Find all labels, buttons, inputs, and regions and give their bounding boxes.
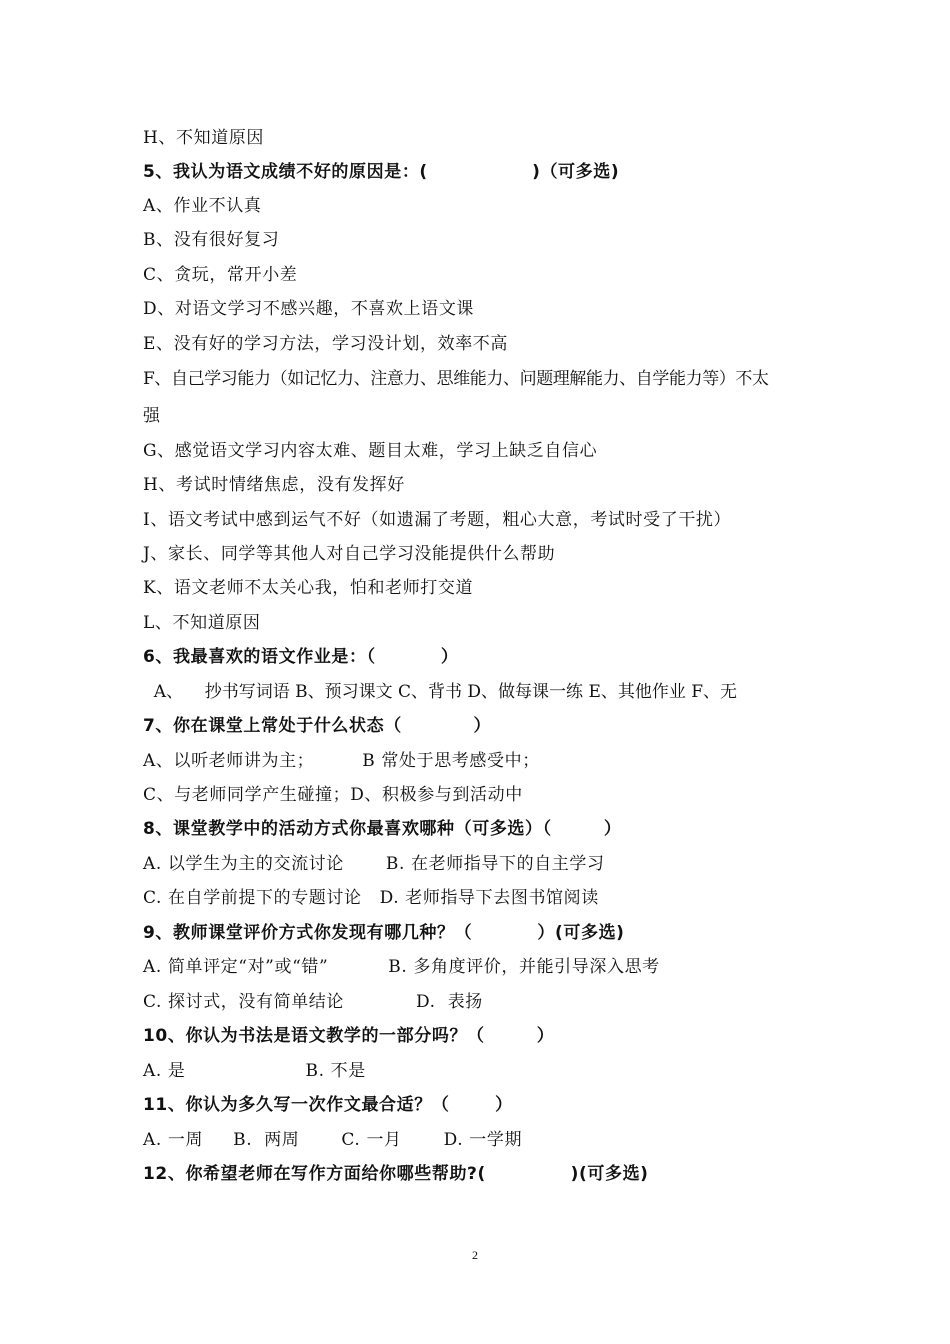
question-11: 11、你认为多久写一次作文最合适？（ ） <box>143 1095 513 1115</box>
question-10: 10、你认为书法是语文教学的一部分吗？（ ） <box>143 1026 555 1046</box>
question-12: 12、你希望老师在写作方面给你哪些帮助?( )(可多选) <box>143 1164 649 1184</box>
option-f-q5: F、自己学习能力（如记忆力、注意力、思维能力、问题理解能力、自学能力等）不太 <box>143 369 769 389</box>
option-a-q5: A、作业不认真 <box>143 196 262 216</box>
options-q11: A. 一周 B. 两周 C. 一月 D. 一学期 <box>143 1130 523 1150</box>
question-9: 9、教师课堂评价方式你发现有哪几种？（ ）(可多选) <box>143 923 625 943</box>
question-7: 7、你在课堂上常处于什么状态（ ） <box>143 716 492 736</box>
options-ab-q8: A. 以学生为主的交流讨论 B. 在老师指导下的自主学习 <box>143 854 605 874</box>
options-cd-q7: C、与老师同学产生碰撞；D、积极参与到活动中 <box>143 785 523 805</box>
option-k-q5: K、语文老师不太关心我，怕和老师打交道 <box>143 578 474 598</box>
question-6: 6、我最喜欢的语文作业是：（ ） <box>143 647 459 667</box>
option-f-q5-continued: 强 <box>143 406 161 426</box>
options-q6: A、 抄书写词语 B、预习课文 C、背书 D、做每课一练 E、其他作业 F、无 <box>143 682 738 702</box>
option-l-q5: L、不知道原因 <box>143 613 261 633</box>
question-8: 8、课堂教学中的活动方式你最喜欢哪种（可多选）（ ） <box>143 819 622 839</box>
options-cd-q8: C. 在自学前提下的专题讨论 D. 老师指导下去图书馆阅读 <box>143 888 599 908</box>
option-c-q5: C、贪玩，常开小差 <box>143 265 298 285</box>
option-h-q5: H、考试时情绪焦虑，没有发挥好 <box>143 475 405 495</box>
option-i-q5: I、语文考试中感到运气不好（如遗漏了考题，粗心大意，考试时受了干扰） <box>143 510 732 530</box>
option-d-q5: D、对语文学习不感兴趣，不喜欢上语文课 <box>143 299 475 319</box>
question-5: 5、我认为语文成绩不好的原因是：( )（可多选) <box>143 162 620 182</box>
option-h-q4: H、不知道原因 <box>143 128 265 148</box>
options-ab-q7: A、以听老师讲为主； B 常处于思考感受中； <box>143 751 540 771</box>
options-cd-q9: C. 探讨式，没有简单结论 D. 表扬 <box>143 992 483 1012</box>
options-ab-q9: A. 简单评定“对”或“错” B. 多角度评价，并能引导深入思考 <box>143 957 660 977</box>
option-b-q5: B、没有很好复习 <box>143 230 280 250</box>
option-e-q5: E、没有好的学习方法，学习没计划，效率不高 <box>143 334 509 354</box>
page-number: 2 <box>472 1248 478 1262</box>
option-g-q5: G、感觉语文学习内容太难、题目太难，学习上缺乏自信心 <box>143 441 598 461</box>
options-q10: A. 是 B. 不是 <box>143 1061 366 1081</box>
option-j-q5: J、家长、同学等其他人对自己学习没能提供什么帮助 <box>143 544 556 564</box>
